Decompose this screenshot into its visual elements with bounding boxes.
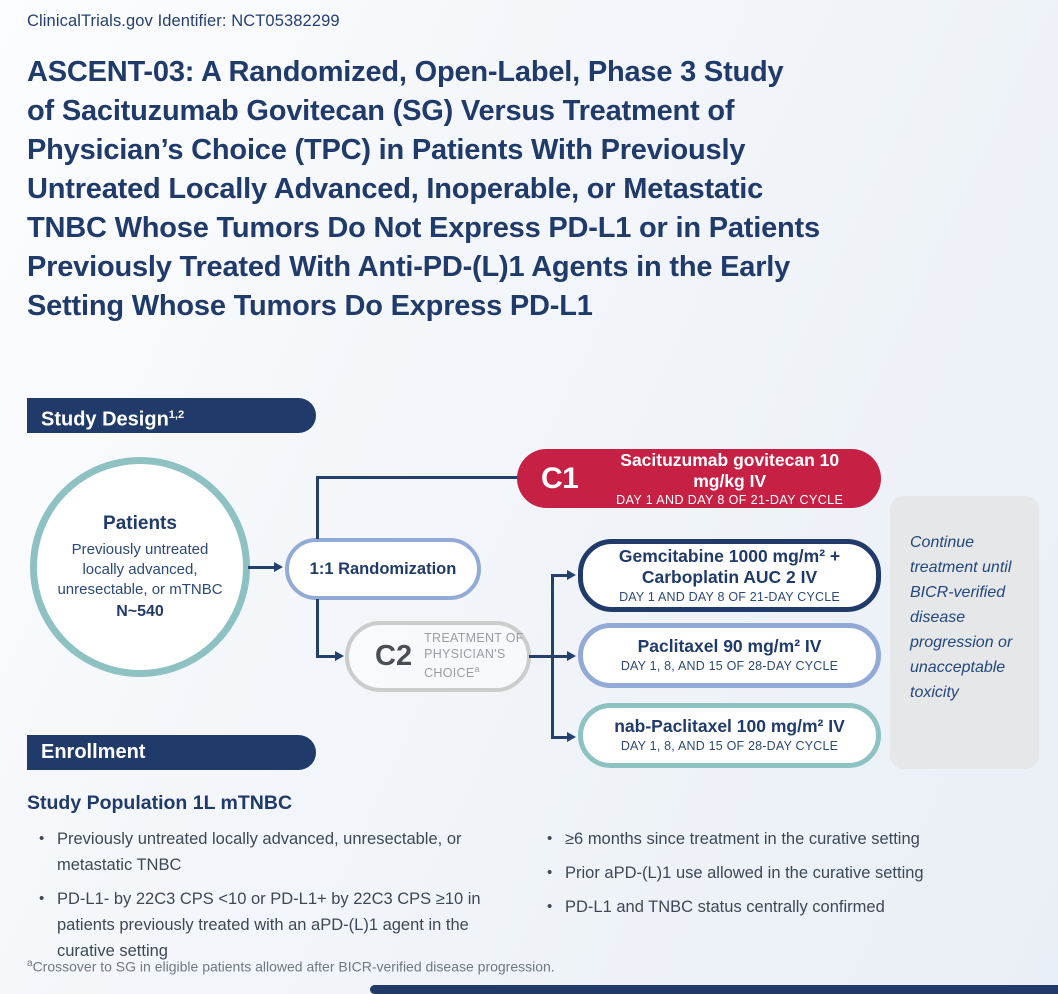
tpc-option-schedule: DAY 1 AND DAY 8 OF 21-DAY CYCLE bbox=[619, 589, 840, 604]
patients-desc-line: unresectable, or mTNBC bbox=[57, 581, 223, 598]
bullet-item: • ≥6 months since treatment in the curative setting bbox=[538, 826, 1043, 852]
arrow-right-icon bbox=[274, 562, 283, 572]
title-line: Previously Treated With Anti-PD-(L)1 Agents in the Early bbox=[27, 251, 791, 283]
tpc-option-regimen: Paclitaxel 90 mg/m² IV bbox=[637, 636, 822, 656]
enrollment-banner bbox=[27, 735, 316, 770]
study-design-label: Study Design bbox=[41, 408, 169, 431]
c2-footnote-mark: a bbox=[474, 664, 480, 675]
tpc-option-paclitaxel bbox=[578, 623, 881, 688]
bottom-accent-bar bbox=[370, 985, 1058, 994]
tpc-option-schedule: DAY 1, 8, AND 15 OF 28-DAY CYCLE bbox=[620, 659, 839, 673]
connector-line bbox=[316, 476, 319, 539]
title-line: Physician’s Choice (TPC) in Patients With Previously bbox=[27, 134, 746, 166]
c2-label-line: PHYSICIAN'S bbox=[424, 646, 506, 661]
footnote-text: Crossover to SG in eligible patients allowed after BICR-verified disease progression. bbox=[32, 958, 555, 975]
bullet-item: • Prior aPD-(L)1 use allowed in the curative setting bbox=[538, 860, 1043, 886]
connector-line bbox=[316, 476, 521, 479]
arrow-right-icon bbox=[567, 732, 576, 742]
patients-title: Patients bbox=[103, 513, 177, 534]
title-line: ASCENT-03: A Randomized, Open-Label, Phase 3 Study bbox=[27, 56, 784, 88]
tpc-option-regimen: nab-Paclitaxel 100 mg/m² IV bbox=[614, 716, 845, 736]
randomization-label: 1:1 Randomization bbox=[309, 559, 457, 578]
clinicaltrials-identifier: ClinicalTrials.gov Identifier: NCT05382299 bbox=[27, 12, 340, 30]
enrollment-bullets-right bbox=[538, 826, 1043, 928]
study-design-banner bbox=[27, 398, 316, 433]
c2-badge: C2 bbox=[375, 640, 413, 672]
connector-line bbox=[529, 655, 553, 658]
tpc-option-regimen: Gemcitabine 1000 mg/m² + Carboplatin AUC 2 IV bbox=[618, 545, 841, 587]
c1-schedule: DAY 1 AND DAY 8 OF 21-DAY CYCLE bbox=[616, 492, 844, 507]
c1-badge: C1 bbox=[541, 461, 579, 495]
tpc-option-gemcitabine-carboplatin bbox=[578, 539, 881, 612]
connector-line bbox=[316, 599, 319, 657]
c2-label-line: TREATMENT OF bbox=[424, 631, 524, 646]
bullet-item: • Previously untreated locally advanced, unresectable, or metastatic TNBC bbox=[30, 826, 528, 878]
c1-text bbox=[592, 450, 881, 508]
title-line: Setting Whose Tumors Do Express PD-L1 bbox=[27, 290, 593, 322]
continue-treatment-note bbox=[890, 496, 1039, 769]
enrollment-label: Enrollment bbox=[41, 741, 146, 763]
arm-c1-pill bbox=[517, 449, 881, 508]
page-title bbox=[27, 53, 1039, 326]
title-line: Untreated Locally Advanced, Inoperable, or Metastatic bbox=[27, 173, 764, 205]
footnote bbox=[27, 958, 555, 975]
title-line: TNBC Whose Tumors Do Not Express PD-L1 or in Patients bbox=[27, 212, 820, 244]
c2-label-line: CHOICE$^a$ bbox=[424, 664, 480, 681]
c1-regimen: Sacituzumab govitecan 10 mg/kg IV bbox=[620, 449, 840, 491]
tpc-option-nab-paclitaxel bbox=[578, 703, 881, 768]
patients-desc-line: locally advanced, bbox=[82, 561, 198, 578]
arrow-right-icon bbox=[335, 651, 344, 661]
study-population-heading: Study Population 1L mTNBC bbox=[27, 792, 293, 814]
tpc-option-schedule: DAY 1, 8, AND 15 OF 28-DAY CYCLE bbox=[620, 739, 839, 753]
bullet-item: • PD-L1 and TNBC status centrally confirmed bbox=[538, 894, 1043, 920]
arrow-right-icon bbox=[567, 651, 576, 661]
study-design-references: 1,2 bbox=[168, 409, 185, 421]
c2-label bbox=[424, 631, 524, 682]
title-line: of Sacituzumab Govitecan (SG) Versus Treatment of bbox=[27, 95, 735, 127]
randomization-box bbox=[285, 538, 481, 600]
patients-desc-line: Previously untreated bbox=[71, 541, 209, 558]
patients-circle bbox=[30, 457, 250, 677]
arm-c2-pill bbox=[345, 621, 531, 692]
patients-n-count: N~540 bbox=[116, 603, 164, 620]
connector-line bbox=[248, 566, 276, 569]
arrow-right-icon bbox=[567, 570, 576, 580]
footnote-mark: a bbox=[27, 958, 33, 969]
enrollment-bullets-left bbox=[30, 826, 528, 972]
continue-treatment-text: Continue treatment until BICR-verified disease progression or unacceptable toxicity bbox=[910, 534, 1013, 701]
bullet-item: • PD-L1- by 22C3 CPS <10 or PD-L1+ by 22C3 CPS ≥10 in patients previously treated with an aPD-(L)1 agent in the curative setting bbox=[30, 886, 528, 964]
